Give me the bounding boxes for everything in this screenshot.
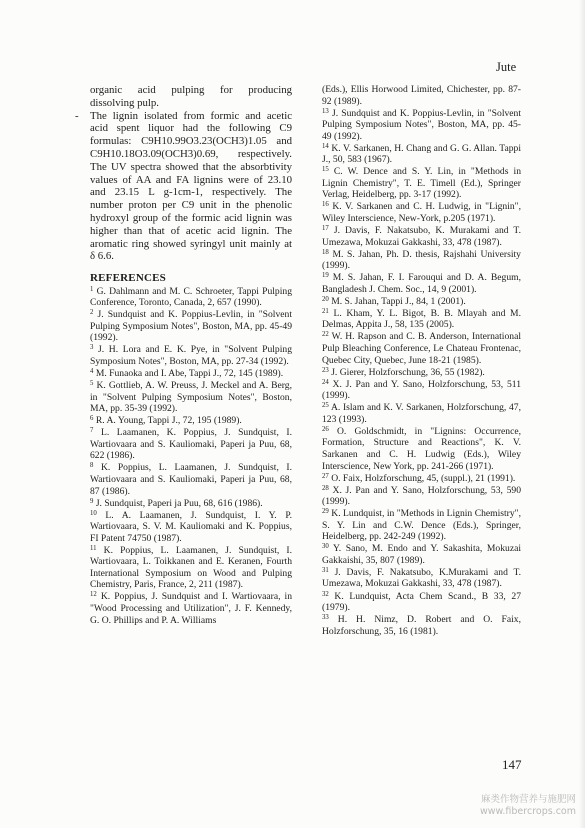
reference-text: K. Poppius, L. Laamanen, J. Sundquist, I. Wartiovaara and S. Kauliomaki, Paperi ja Puu, 68, 87 (1986).	[90, 462, 292, 497]
reference-number: 28	[322, 484, 329, 492]
reference-number: 33	[322, 614, 329, 622]
reference-text: J. Sundquist and K. Poppius-Levlin, in "Solvent Pulping Symposium Notes", Boston, MA, pp. 45-49 (1992).	[90, 309, 292, 344]
watermark-line: 麻类作物营养与施肥网	[480, 794, 576, 805]
watermark-line: www.fibercrops.com	[479, 806, 576, 817]
reference-number: 26	[322, 425, 329, 433]
reference-number: 14	[322, 142, 329, 150]
reference-entry	[90, 368, 292, 380]
reference-number: 30	[322, 543, 329, 551]
reference-number: 2	[90, 309, 94, 317]
reference-text: G. Dahlmann and M. C. Schroeter, Tappi Pulping Conference, Toronto, Canada, 2, 657 (1990).	[90, 285, 292, 309]
reference-text: J. Davis, F. Nakatsubo, K. Murakami and T. Umezawa, Mokuzai Gakkashi, 33, 478 (1987).	[322, 225, 521, 248]
reference-text: J. H. Lora and E. K. Pye, in "Solvent Pulping Symposium Notes", Boston, MA, pp. 27-34 (1992).	[90, 344, 292, 367]
reference-text: K. Gottlieb, A. W. Preuss, J. Meckel and A. Berg, in "Solvent Pulping Symposium Notes", Boston, MA, pp. 35-39 (1992).	[90, 380, 292, 415]
bullet-dash: -	[75, 109, 79, 122]
reference-entry	[90, 427, 292, 462]
reference-number: 9	[90, 497, 94, 505]
reference-text: J. Davis, F. Nakatsubo, K.Murakami and T. Umezawa, Mokuzai Gakkashi, 33, 478 (1987).	[322, 566, 522, 590]
reference-entry	[322, 166, 521, 201]
reference-entry	[90, 545, 292, 591]
reference-entry	[90, 498, 292, 510]
reference-number: 29	[322, 508, 329, 516]
reference-entry	[322, 249, 521, 272]
reference-text: A. Islam and K. V. Sarkanen, Holzforschung, 47, 123 (1993).	[322, 402, 521, 425]
reference-number: 15	[322, 166, 329, 174]
reference-text: K. V. Sarkanen and C. H. Ludwig, in "Lignin", Wiley Interscience, New-York, p.205 (1971).	[322, 201, 521, 225]
reference-number: 1	[90, 285, 94, 293]
reference-entry	[322, 379, 521, 402]
reference-number: 31	[322, 566, 329, 574]
reference-number: 16	[322, 201, 329, 209]
reference-number: 32	[322, 590, 329, 598]
reference-entry	[322, 567, 521, 590]
reference-number: 5	[90, 380, 94, 388]
reference-entry	[322, 543, 521, 566]
reference-text: K. V. Sarkanen, H. Chang and G. G. Allan. Tappi J., 50, 583 (1967).	[322, 142, 521, 166]
reference-text: L. Laamanen, K. Poppius, J. Sundquist, I. Wartiovaara and S. Kauliomaki, Paperi ja Puu, 68, 622 (1986).	[90, 427, 292, 462]
reference-entry	[90, 286, 292, 309]
reference-text: K. Poppius, L. Laamanen, J. Sundquist, I. Wartiovaara, L. Toikkanen and E. Keranen, Fourth International Symposium on Wood and Pulping Chemistry, Paris, France, 2, 211 (1987).	[90, 544, 293, 591]
reference-number: 7	[90, 427, 94, 435]
reference-entry	[322, 473, 521, 485]
reference-number: 25	[322, 402, 329, 410]
reference-number: 18	[322, 248, 329, 256]
conclusion-lead-line: dissolving pulp.	[90, 96, 159, 109]
reference-number: 19	[322, 272, 329, 280]
reference-number: 24	[322, 378, 329, 386]
left-column	[75, 84, 293, 627]
reference-number: 10	[90, 509, 97, 517]
watermark	[454, 794, 576, 818]
reference-entry	[322, 201, 521, 224]
references-heading: REFERENCES	[90, 272, 166, 285]
reference-text: (Eds.), Ellis Horwood Limited, Chichester, pp. 87-92 (1989).	[322, 84, 521, 107]
reference-number: 21	[322, 307, 329, 315]
reference-entry	[322, 225, 521, 248]
reference-entry	[90, 510, 292, 545]
reference-text: J. Gierer, Holzforschung, 36, 55 (1982).	[331, 366, 485, 378]
scan-edge-shadow	[579, 0, 585, 828]
reference-entry	[322, 331, 521, 366]
reference-entry	[90, 309, 292, 344]
reference-text: W. H. Rapson and C. B. Anderson, International Pulp Bleaching Conference, Le Chateau Frontenac, Quebec City, Quebec, June 18-21 (1985).	[322, 331, 521, 366]
reference-number: 17	[322, 225, 329, 233]
reference-text: R. A. Young, Tappi J., 72, 195 (1989).	[95, 415, 242, 427]
reference-text: O. Faix, Holzforschung, 45, (suppl.), 21 (1991).	[331, 472, 516, 484]
reference-entry	[90, 462, 292, 497]
reference-text: M. S. Jahan, Ph. D. thesis, Rajshahi University (1999).	[322, 248, 521, 272]
reference-entry	[322, 402, 521, 425]
reference-entry	[322, 272, 521, 295]
reference-text: K. Lundquist, in "Methods in Lignin Chemistry", S. Y. Lin and C.W. Dence (Eds.), Springer, Heidelberg, pp. 242-249 (1992).	[322, 508, 521, 543]
reference-text: M. S. Jahan, Tappi J., 84, 1 (2001).	[331, 295, 466, 307]
reference-text: M. S. Jahan, F. I. Farouqui and D. A. Begum, Bangladesh J. Chem. Soc., 14, 9 (2001).	[322, 272, 521, 295]
reference-entry	[322, 143, 521, 166]
reference-text: C. W. Dence and S. Y. Lin, in "Methods in Lignin Chemistry", T. E. Timell (Ed.), Springer Verlag, Heidelberg, pp. 3-17 (1992).	[322, 166, 521, 201]
reference-entry	[322, 108, 521, 143]
reference-text: J. Sundquist and K. Poppius-Levlin, in "Solvent Pulping Symposium Notes", Boston, MA, pp. 45-49 (1992).	[322, 107, 521, 142]
conclusion-lead-line: organic acid pulping for producing	[90, 84, 292, 96]
right-column	[322, 84, 521, 638]
running-head: Jute	[496, 60, 517, 74]
conclusion-item	[75, 109, 292, 264]
reference-entry	[322, 367, 521, 379]
reference-number: 4	[90, 368, 94, 376]
page-number: 147	[502, 757, 522, 772]
reference-text: X. J. Pan and Y. Sano, Holzforschung, 53, 590 (1999).	[322, 484, 521, 508]
reference-text: X. J. Pan and Y. Sano, Holzforschung, 53, 511 (1999).	[322, 378, 521, 402]
reference-entry	[90, 415, 292, 427]
reference-number: 23	[322, 366, 329, 374]
reference-text: L. Kham, Y. L. Bigot, B. B. Mlayah and M. Delmas, Appita J., 58, 135 (2005).	[322, 307, 521, 331]
reference-number: 22	[322, 331, 329, 339]
reference-number: 3	[90, 344, 94, 352]
reference-text: M. Funaoka and I. Abe, Tappi J., 72, 145 (1989).	[95, 368, 284, 380]
reference-number: 13	[322, 107, 329, 115]
reference-text: Y. Sano, M. Endo and Y. Sakashita, Mokuzai Gakkaishi, 35, 807 (1989).	[322, 543, 521, 566]
reference-entry	[322, 508, 521, 543]
reference-number: 11	[90, 544, 97, 552]
reference-text: K. Poppius, J. Sundquist and I. Wartiovaara, in "Wood Processing and Utilization", J. F. Kennedy, G. O. Phillips and P. A. Williams	[90, 591, 293, 626]
reference-number: 6	[90, 415, 94, 423]
reference-text: J. Sundquist, Paperi ja Puu, 68, 616 (1986).	[95, 497, 263, 509]
reference-number: 8	[90, 462, 94, 470]
reference-number: 12	[90, 591, 97, 599]
reference-number: 20	[322, 295, 329, 303]
references-list-left	[90, 286, 292, 626]
reference-entry	[322, 485, 521, 508]
reference-entry	[322, 591, 521, 614]
reference-entry	[322, 296, 521, 308]
reference-entry	[90, 591, 292, 626]
reference-entry	[322, 84, 521, 107]
reference-text: K. Lundquist, Acta Chem Scand., B 33, 27 (1979).	[322, 590, 521, 614]
reference-entry	[322, 614, 521, 637]
conclusion-item-text: The lignin isolated from formic and acetic acid spent liquor had the following C9 formulas: C9H10.99O3.23(OCH3)1.05 and C9H10.18O3.09(OCH3)0.69, respectively. The UV spectra showed that the absorbtivity values of AA and FA lignins were of 23.10 and 23.15 L g-1cm-1, respectively. The number proton per C9 unit in the phenolic hydroxyl group of the formic acid lignin was higher than that of acetic acid lignin. The aromatic ring showed syringyl unit mainly at δ 6.6.	[90, 109, 292, 263]
reference-text: H. H. Nimz, D. Robert and O. Faix, Holzforschung, 35, 16 (1981).	[322, 614, 521, 637]
reference-entry	[322, 308, 521, 331]
reference-entry	[322, 426, 521, 472]
reference-text: L. A. Laamanen, J. Sundquist, I. Y. P. Wartiovaara, S. V. M. Kauliomaki and K. Poppius, FI Patent 74750 (1987).	[90, 509, 292, 544]
reference-text: O. Goldschmidt, in "Lignins: Occurrence, Formation, Structure and Reactions", K. V. Sarkanen and C. H. Ludwig (Eds.), Wiley Interscience, New York, pp. 241-266 (1971).	[322, 425, 521, 472]
reference-number: 27	[322, 472, 329, 480]
references-list-right	[322, 84, 521, 637]
reference-entry	[90, 344, 292, 367]
reference-entry	[90, 380, 292, 415]
conclusion-lead	[90, 84, 292, 110]
